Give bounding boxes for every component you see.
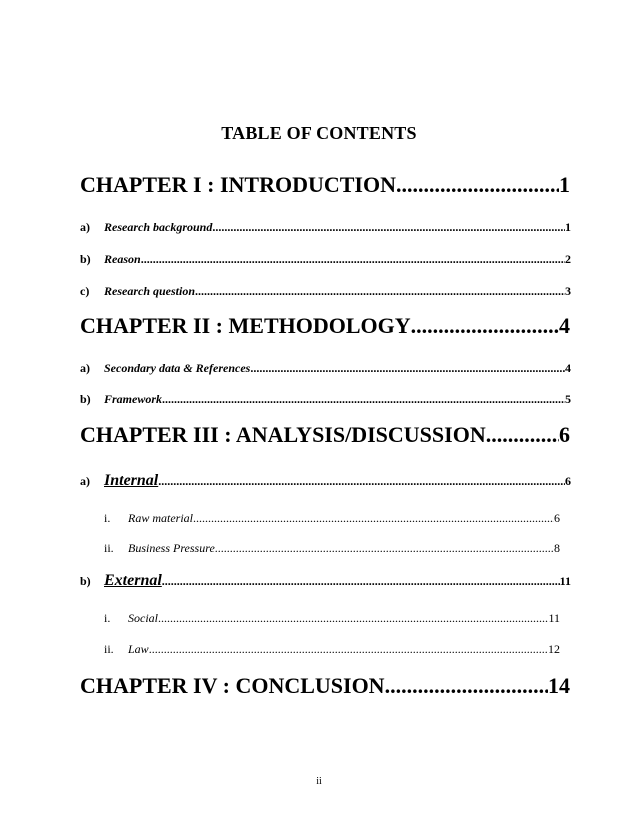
entry-label: Social: [128, 611, 158, 625]
entry-label: Law: [128, 642, 149, 656]
toc-entry-social[interactable]: [104, 611, 560, 627]
leader-dots: [215, 541, 554, 556]
entry-label: Reason: [104, 252, 141, 266]
page-ref: 4: [559, 313, 570, 338]
entry-letter: b): [80, 574, 91, 588]
leader-dots: [162, 574, 560, 589]
page-ref: 1: [565, 220, 571, 234]
leader-dots: [411, 313, 559, 339]
toc-entry-secondary-data[interactable]: [80, 361, 571, 377]
toc-entry-research-question[interactable]: [80, 284, 571, 300]
entry-letter: a): [80, 474, 90, 488]
leader-dots: [250, 361, 565, 376]
toc-entry-internal[interactable]: [80, 472, 571, 492]
leader-dots: [158, 474, 565, 489]
page-ref: 6: [559, 422, 570, 447]
page-ref: 3: [565, 284, 571, 298]
entry-label: Research background: [104, 220, 213, 234]
page-ref: 8: [554, 541, 560, 555]
entry-label: External: [104, 572, 162, 589]
leader-dots: [396, 172, 559, 198]
page-ref: 1: [559, 172, 570, 197]
toc-entry-chapter-3[interactable]: [80, 422, 570, 450]
entry-letter: b): [80, 252, 91, 266]
page-ref: 11: [559, 574, 571, 588]
leader-dots: [141, 252, 565, 267]
chapter-title: CHAPTER IV : CONCLUSION: [80, 673, 385, 698]
entry-roman: i.: [104, 511, 111, 525]
entry-label: Framework: [104, 392, 163, 406]
leader-dots: [195, 284, 565, 299]
leader-dots: [486, 422, 559, 448]
entry-label: Secondary data & References: [104, 361, 251, 375]
leader-dots: [212, 220, 565, 235]
leader-dots: [385, 673, 548, 699]
entry-letter: b): [80, 392, 91, 406]
page-ref: 6: [554, 511, 560, 525]
page-ref: 5: [565, 392, 571, 406]
entry-label: Internal: [104, 472, 159, 489]
page-ref: 2: [565, 252, 571, 266]
page-ref: 4: [565, 361, 571, 375]
entry-letter: a): [80, 361, 90, 375]
entry-letter: c): [80, 284, 90, 298]
leader-dots: [162, 392, 565, 407]
page-ref: 14: [548, 673, 570, 698]
toc-entry-chapter-1[interactable]: [80, 172, 570, 200]
toc-entry-raw-material[interactable]: [104, 511, 560, 527]
toc-entry-research-background[interactable]: [80, 220, 571, 236]
chapter-title: CHAPTER III : ANALYSIS/DISCUSSION: [80, 422, 486, 447]
page-ref: 12: [548, 642, 560, 656]
page-ref: 11: [548, 611, 560, 625]
page-number: ii: [316, 776, 322, 787]
leader-dots: [193, 511, 554, 526]
entry-roman: ii.: [104, 642, 114, 656]
entry-roman: i.: [104, 611, 111, 625]
entry-label: Raw material: [128, 511, 193, 525]
toc-entry-business-pressure[interactable]: [104, 541, 560, 557]
toc-entry-reason[interactable]: [80, 252, 571, 268]
toc-entry-chapter-4[interactable]: [80, 673, 570, 701]
toc-entry-external[interactable]: [80, 572, 571, 592]
entry-roman: ii.: [104, 541, 114, 555]
leader-dots: [149, 642, 548, 657]
toc-entry-chapter-2[interactable]: [80, 313, 570, 341]
toc-title: TABLE OF CONTENTS: [221, 123, 417, 143]
entry-letter: a): [80, 220, 90, 234]
entry-label: Business Pressure: [128, 541, 215, 555]
leader-dots: [158, 611, 548, 626]
entry-label: Research question: [104, 284, 196, 298]
toc-entry-framework[interactable]: [80, 392, 571, 408]
toc-entry-law[interactable]: [104, 642, 560, 658]
page-ref: 6: [565, 474, 571, 488]
chapter-title: CHAPTER I : INTRODUCTION: [80, 172, 396, 197]
chapter-title: CHAPTER II : METHODOLOGY: [80, 313, 411, 338]
